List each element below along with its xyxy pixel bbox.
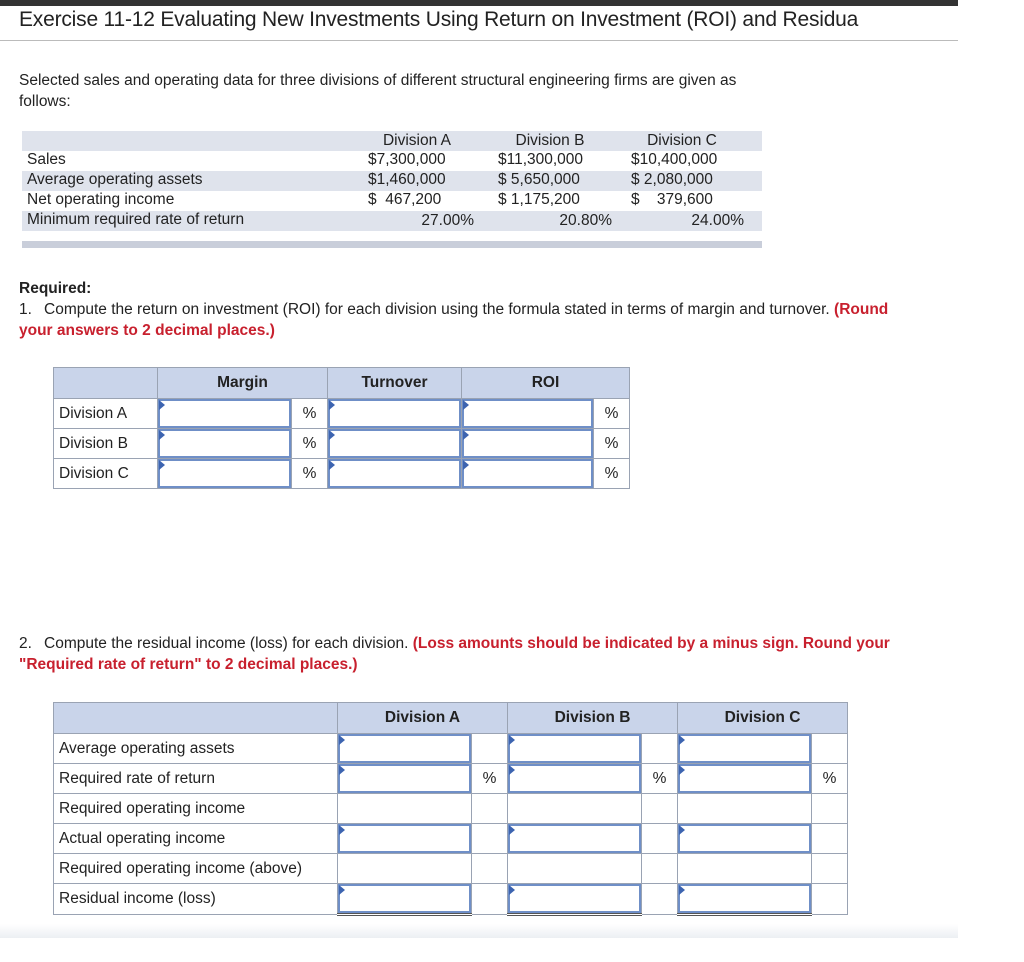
noi-division-a: $ 467,200: [368, 191, 442, 208]
sales-division-c: $10,400,000: [631, 151, 718, 168]
row-label-sales: Sales: [27, 151, 66, 168]
ri-header-division-b: Division B: [508, 703, 678, 734]
required-income-cell-division-a: [338, 794, 472, 824]
ri-row-label: Required operating income: [54, 794, 338, 824]
ri-row-required-rate: [54, 764, 848, 794]
percent-sign: %: [594, 399, 630, 429]
page-title: Exercise 11-12 Evaluating New Investments Using Return on Investment (ROI) and Residua: [19, 8, 859, 31]
empty-cell: [642, 854, 678, 884]
avg-assets-input-division-b[interactable]: [508, 734, 642, 764]
roi-row-label: Division C: [54, 459, 158, 489]
required-above-cell-division-b: [508, 854, 642, 884]
ri-row-residual-income: [54, 884, 848, 915]
residual-input-division-a[interactable]: [338, 884, 472, 915]
empty-cell: [812, 854, 848, 884]
margin-input-division-b[interactable]: [158, 429, 292, 459]
col-header-division-b: Division B: [515, 132, 585, 149]
percent-sign: %: [292, 459, 328, 489]
roi-header-roi: ROI: [462, 368, 630, 399]
avg-assets-input-division-a[interactable]: [338, 734, 472, 764]
row-label-avg-assets: Average operating assets: [27, 171, 203, 188]
sales-division-b: $11,300,000: [498, 151, 584, 168]
roi-row-division-a: [54, 399, 630, 429]
col-header-division-c: Division C: [647, 132, 717, 149]
required-income-cell-division-c: [678, 794, 812, 824]
ri-header-division-c: Division C: [678, 703, 848, 734]
required-above-cell-division-c: [678, 854, 812, 884]
rate-input-division-b[interactable]: [508, 764, 642, 794]
roi-input-division-a[interactable]: [462, 399, 594, 429]
residual-input-division-c[interactable]: [678, 884, 812, 915]
actual-income-input-division-a[interactable]: [338, 824, 472, 854]
empty-cell: [472, 854, 508, 884]
row-label-noi: Net operating income: [27, 191, 175, 208]
assets-division-c: $ 2,080,000: [631, 171, 713, 188]
roi-header-margin: Margin: [158, 368, 328, 399]
ri-header-blank: [54, 703, 338, 734]
question-2-number: 2.: [19, 635, 32, 652]
percent-sign: %: [642, 764, 678, 794]
percent-sign: %: [594, 429, 630, 459]
empty-cell: [642, 734, 678, 764]
page-bottom-shade: [0, 924, 958, 938]
roi-header-row: [54, 368, 630, 399]
question-1: [19, 299, 899, 341]
actual-income-input-division-b[interactable]: [508, 824, 642, 854]
roi-header-blank: [54, 368, 158, 399]
required-heading: Required:: [19, 280, 92, 297]
title-divider: [0, 40, 958, 41]
percent-sign: %: [594, 459, 630, 489]
roi-row-division-b: [54, 429, 630, 459]
empty-cell: [642, 824, 678, 854]
noi-division-c: $ 379,600: [631, 191, 713, 208]
turnover-input-division-c[interactable]: [328, 459, 462, 489]
sales-division-a: $7,300,000: [368, 151, 446, 168]
empty-cell: [642, 794, 678, 824]
roi-answer-table: [53, 367, 630, 489]
residual-income-table: [53, 702, 848, 916]
ri-row-label: Average operating assets: [54, 734, 338, 764]
question-1-number: 1.: [19, 301, 32, 318]
percent-sign: %: [472, 764, 508, 794]
top-bar: [0, 0, 958, 6]
empty-cell: [812, 824, 848, 854]
empty-cell: [472, 824, 508, 854]
question-1-text: Compute the return on investment (ROI) for each division using the formula stated in terms of margin and turnover.: [44, 301, 830, 318]
empty-cell: [642, 884, 678, 915]
question-2-note: (Loss amounts should be indicated by a minus sign. Round your "Required rate of return" to 2 decimal places.): [19, 635, 890, 673]
table-bottom-band: [22, 241, 762, 248]
rate-division-b: 20.80%: [559, 212, 612, 229]
ri-row-avg-assets: [54, 734, 848, 764]
roi-input-division-c[interactable]: [462, 459, 594, 489]
question-1-note: (Round your answers to 2 decimal places.): [19, 301, 889, 339]
ri-row-label: Required operating income (above): [54, 854, 338, 884]
rate-division-c: 24.00%: [691, 212, 744, 229]
ri-row-label: Actual operating income: [54, 824, 338, 854]
required-above-cell-division-a: [338, 854, 472, 884]
ri-row-required-income: [54, 794, 848, 824]
roi-row-label: Division A: [54, 399, 158, 429]
col-header-division-a: Division A: [382, 132, 452, 149]
empty-cell: [812, 794, 848, 824]
empty-cell: [472, 794, 508, 824]
rate-input-division-c[interactable]: [678, 764, 812, 794]
ri-row-required-income-above: [54, 854, 848, 884]
avg-assets-input-division-c[interactable]: [678, 734, 812, 764]
ri-row-actual-income: [54, 824, 848, 854]
turnover-input-division-b[interactable]: [328, 429, 462, 459]
rate-division-a: 27.00%: [421, 212, 474, 229]
empty-cell: [472, 884, 508, 915]
ri-row-label: Residual income (loss): [54, 884, 338, 915]
row-label-min-rate: Minimum required rate of return: [27, 211, 245, 228]
ri-header-division-a: Division A: [338, 703, 508, 734]
intro-text: Selected sales and operating data for three divisions of different structural engineering firms are given as follows:: [19, 72, 737, 110]
percent-sign: %: [292, 429, 328, 459]
empty-cell: [472, 734, 508, 764]
residual-input-division-b[interactable]: [508, 884, 642, 915]
margin-input-division-a[interactable]: [158, 399, 292, 429]
roi-row-division-c: [54, 459, 630, 489]
ri-header-row: [54, 703, 848, 734]
noi-division-b: $ 1,175,200: [498, 191, 580, 208]
assets-division-a: $1,460,000: [368, 171, 446, 188]
roi-input-division-b[interactable]: [462, 429, 594, 459]
turnover-input-division-a[interactable]: [328, 399, 462, 429]
actual-income-input-division-c[interactable]: [678, 824, 812, 854]
empty-cell: [812, 884, 848, 915]
percent-sign: %: [812, 764, 848, 794]
question-2-text: Compute the residual income (loss) for each division.: [44, 635, 409, 652]
roi-row-label: Division B: [54, 429, 158, 459]
assets-division-b: $ 5,650,000: [498, 171, 580, 188]
question-2: [19, 633, 899, 675]
required-income-cell-division-b: [508, 794, 642, 824]
rate-input-division-a[interactable]: [338, 764, 472, 794]
percent-sign: %: [292, 399, 328, 429]
margin-input-division-c[interactable]: [158, 459, 292, 489]
roi-header-turnover: Turnover: [328, 368, 462, 399]
ri-row-label: Required rate of return: [54, 764, 338, 794]
empty-cell: [812, 734, 848, 764]
